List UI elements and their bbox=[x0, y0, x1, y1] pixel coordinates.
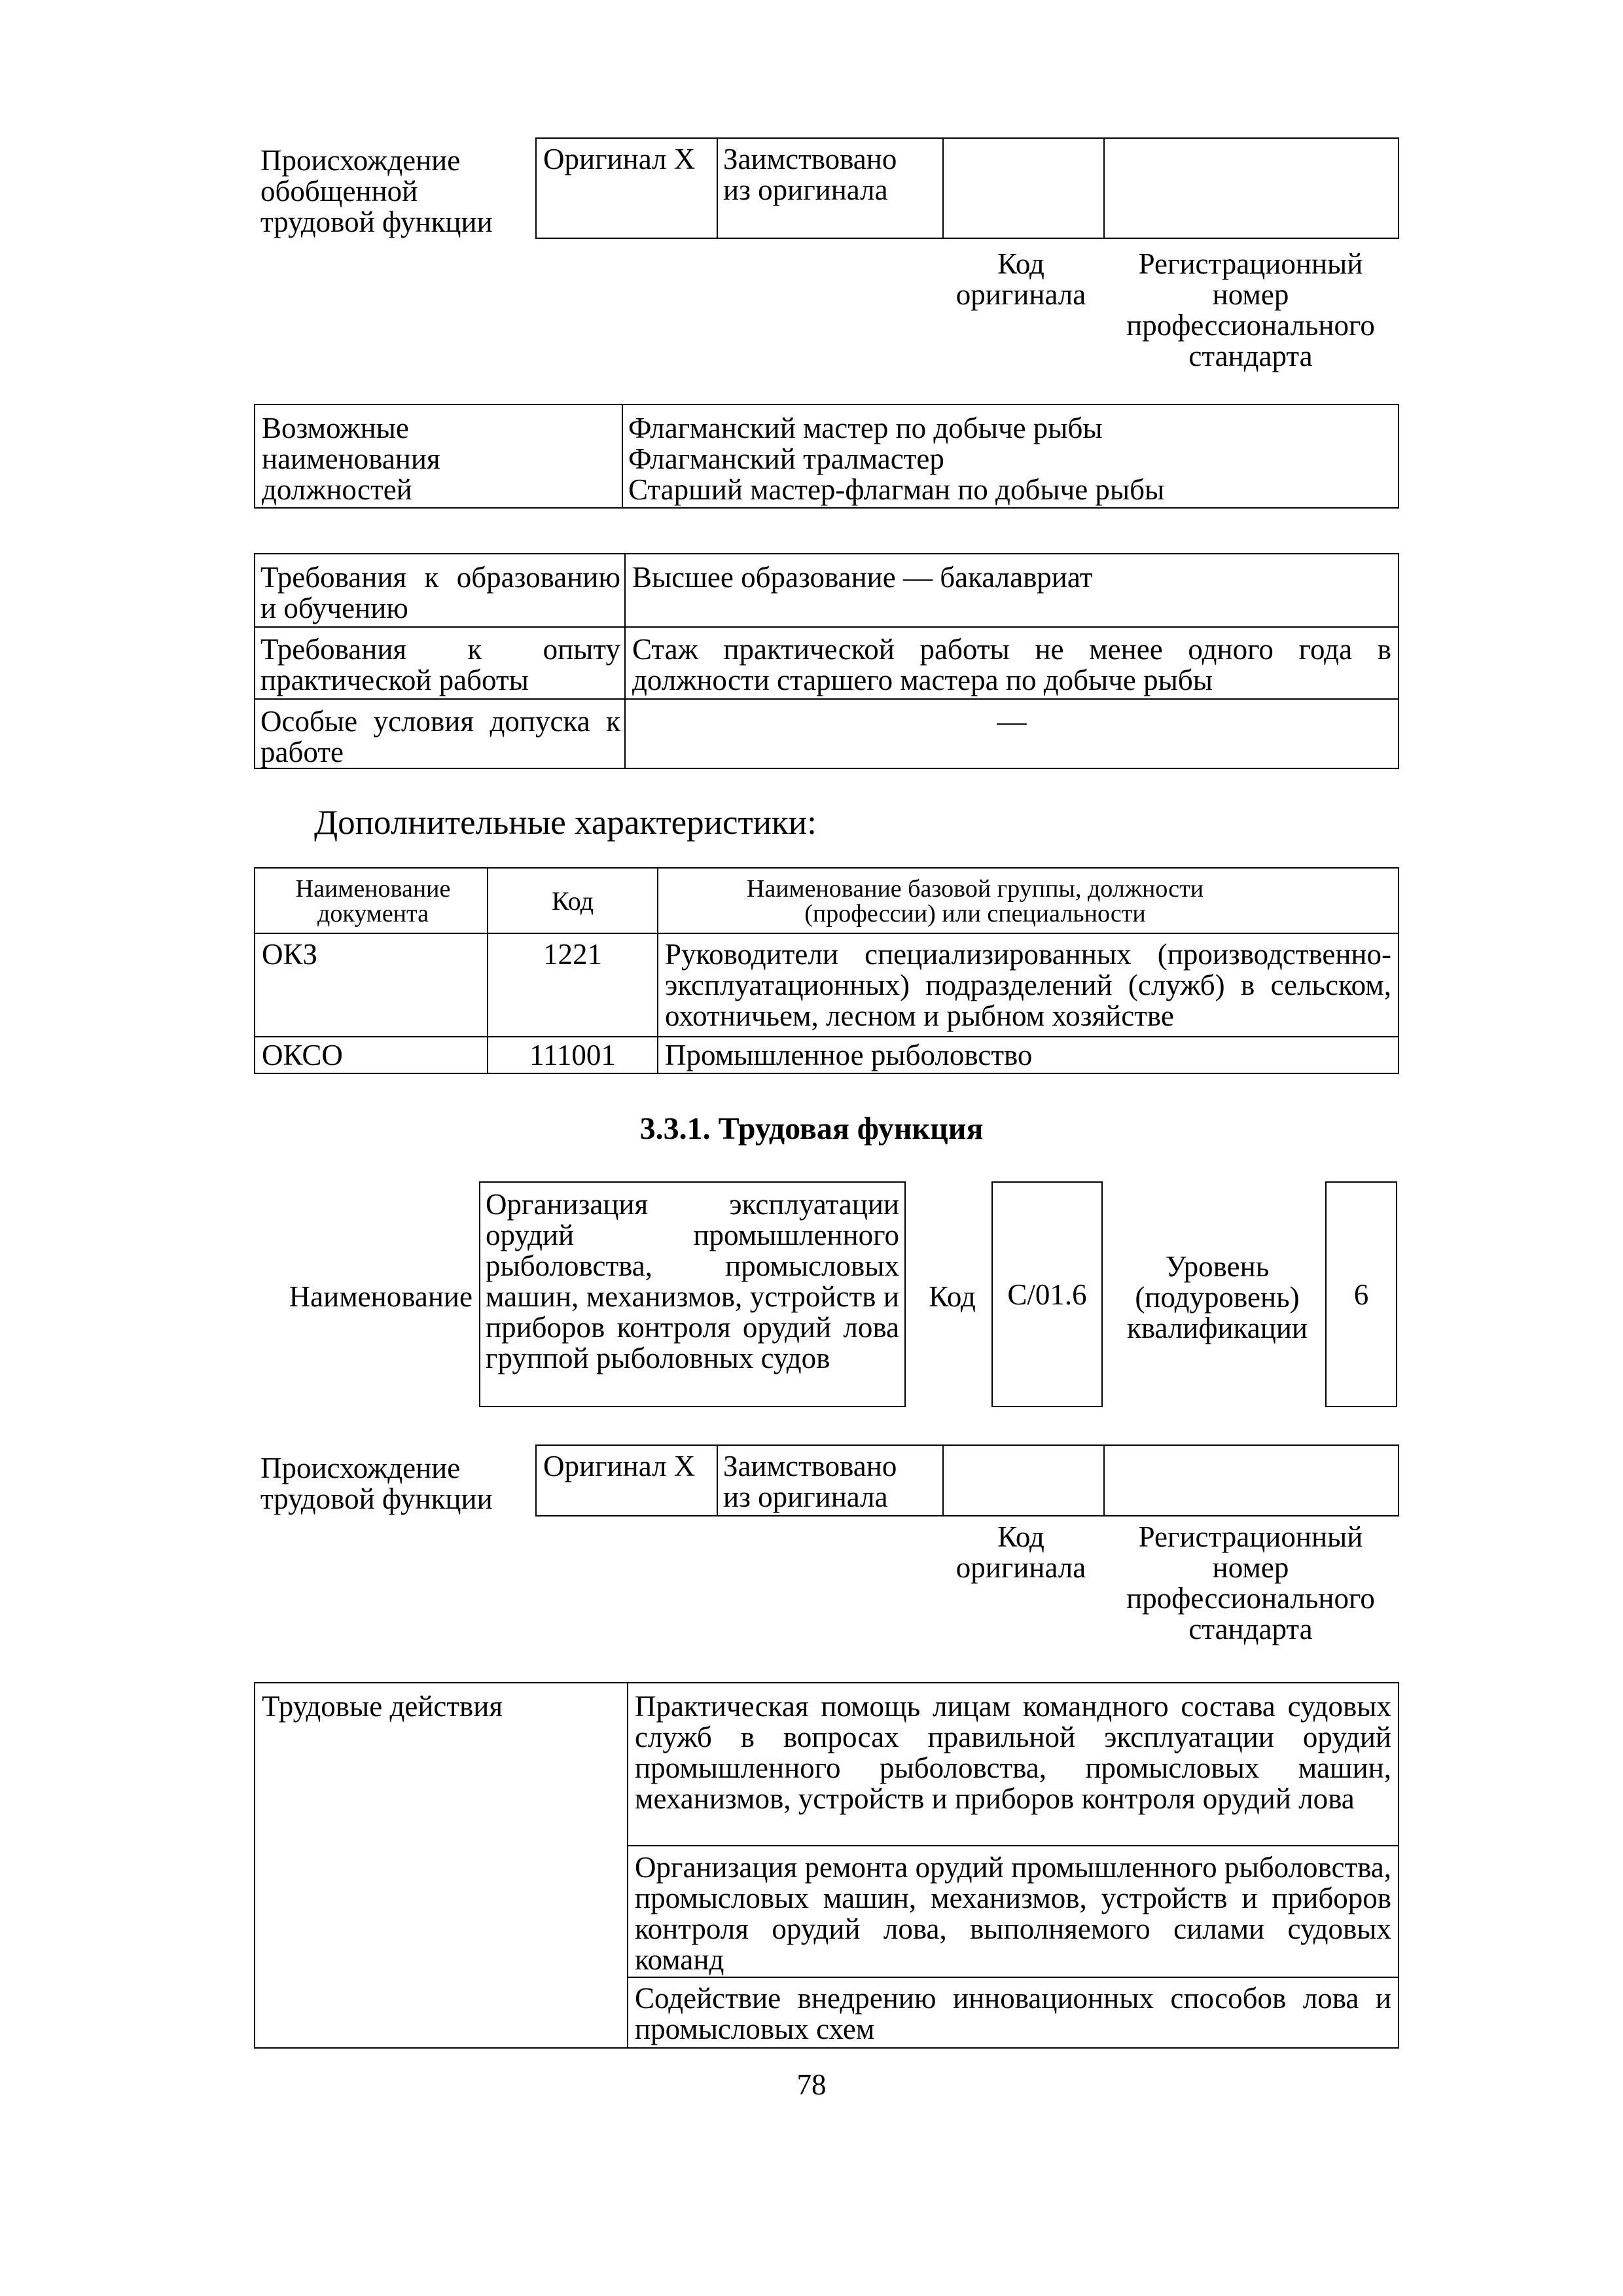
req-experience-value: Стаж практической работы не менее одного года в должности старшего мастера по добыче рыбы bbox=[632, 633, 1391, 696]
function-heading: 3.3.1. Трудовая функция bbox=[639, 1111, 984, 1146]
borrowed-cell: Заимствовано из оригинала bbox=[723, 143, 897, 206]
additional-heading: Дополнительные характеристики: bbox=[314, 804, 817, 842]
position-item: Флагманский тралмастер bbox=[628, 442, 944, 475]
row-code: 111001 bbox=[529, 1039, 616, 1071]
origin-table-2 bbox=[535, 1444, 1399, 1516]
function-code-value: C/01.6 bbox=[1007, 1278, 1087, 1311]
labor-action-item: Практическая помощь лицам командного состава судовых служб в вопросах правильной эксплуатации орудий промышленного рыболовства, промысловых машин, механизмов, устройств и приборов контроля орудий лова bbox=[635, 1690, 1391, 1815]
row-code: 1221 bbox=[543, 938, 602, 971]
positions-table bbox=[254, 404, 1399, 509]
labor-actions-table bbox=[254, 1682, 1399, 2049]
borrowed-cell: Заимствовано из оригинала bbox=[723, 1450, 897, 1513]
function-level-label: Уровень (подуровень) квалификации bbox=[1126, 1250, 1308, 1344]
function-level-value: 6 bbox=[1353, 1278, 1369, 1311]
header-group: Наименование базовой группы, должности (профессии) или специальности bbox=[746, 875, 1204, 927]
row-name: Промышленное рыболовство bbox=[665, 1039, 1033, 1071]
row-doc: ОКСО bbox=[262, 1039, 343, 1071]
labor-action-item: Содействие внедрению инновационных способов лова и промысловых схем bbox=[635, 1982, 1391, 2045]
header-code: Код bbox=[552, 886, 594, 916]
positions-label: Возможные наименования должностей bbox=[262, 412, 440, 506]
original-cell: Оригинал X bbox=[543, 1450, 696, 1482]
origin-label-2: Происхождение трудовой функции bbox=[260, 1452, 493, 1515]
code-original-label-1: Код оригинала bbox=[955, 247, 1086, 311]
req-experience-label: Требования к опыту практической работы bbox=[260, 633, 620, 696]
function-level-box bbox=[1325, 1181, 1397, 1407]
row-name: Руководители специализированных (производственно-эксплуатационных) подразделений (служб) в сельском, охотничьем, лесном и рыбном хозяйстве bbox=[665, 938, 1391, 1032]
page-number: 78 bbox=[796, 2068, 827, 2101]
req-education-label: Требования к образованию и обучению bbox=[260, 561, 620, 624]
additional-table bbox=[254, 867, 1399, 1074]
function-name-box bbox=[479, 1181, 906, 1407]
function-code-box bbox=[991, 1181, 1103, 1407]
original-cell: Оригинал X bbox=[543, 143, 696, 175]
origin-table-1 bbox=[535, 137, 1399, 239]
reg-number-label-1: Регистрационный номер профессионального стандарта bbox=[1126, 247, 1375, 372]
position-item: Флагманский мастер по добыче рыбы bbox=[628, 412, 1103, 444]
labor-action-item: Организация ремонта орудий промышленного рыболовства, промысловых машин, механизмов, устройств и приборов контроля орудий лова, выполняемого силами судовых команд bbox=[635, 1851, 1391, 1976]
req-admission-label: Особые условия допуска к работе bbox=[260, 705, 620, 768]
req-admission-value: — bbox=[997, 705, 1027, 738]
reg-number-label-2: Регистрационный номер профессионального стандарта bbox=[1126, 1520, 1375, 1645]
origin-label-1: Происхождение обобщенной трудовой функции bbox=[260, 144, 493, 238]
req-education-value: Высшее образование — бакалавриат bbox=[632, 561, 1093, 594]
position-item: Старший мастер-флагман по добыче рыбы bbox=[628, 473, 1165, 506]
labor-actions-label: Трудовые действия bbox=[262, 1690, 503, 1723]
function-name-label: Наименование bbox=[289, 1280, 473, 1313]
positions-list bbox=[628, 413, 1387, 505]
requirements-table bbox=[254, 553, 1399, 769]
row-doc: ОКЗ bbox=[262, 938, 318, 971]
code-original-label-2: Код оригинала bbox=[955, 1520, 1086, 1584]
function-name-value: Организация эксплуатации орудий промышленного рыболовства, промысловых машин, механизмов, устройств и приборов контроля орудий лова группой рыболовных судов bbox=[486, 1188, 899, 1374]
function-code-label: Код bbox=[929, 1280, 976, 1313]
header-document: Наименование документа bbox=[295, 875, 451, 927]
